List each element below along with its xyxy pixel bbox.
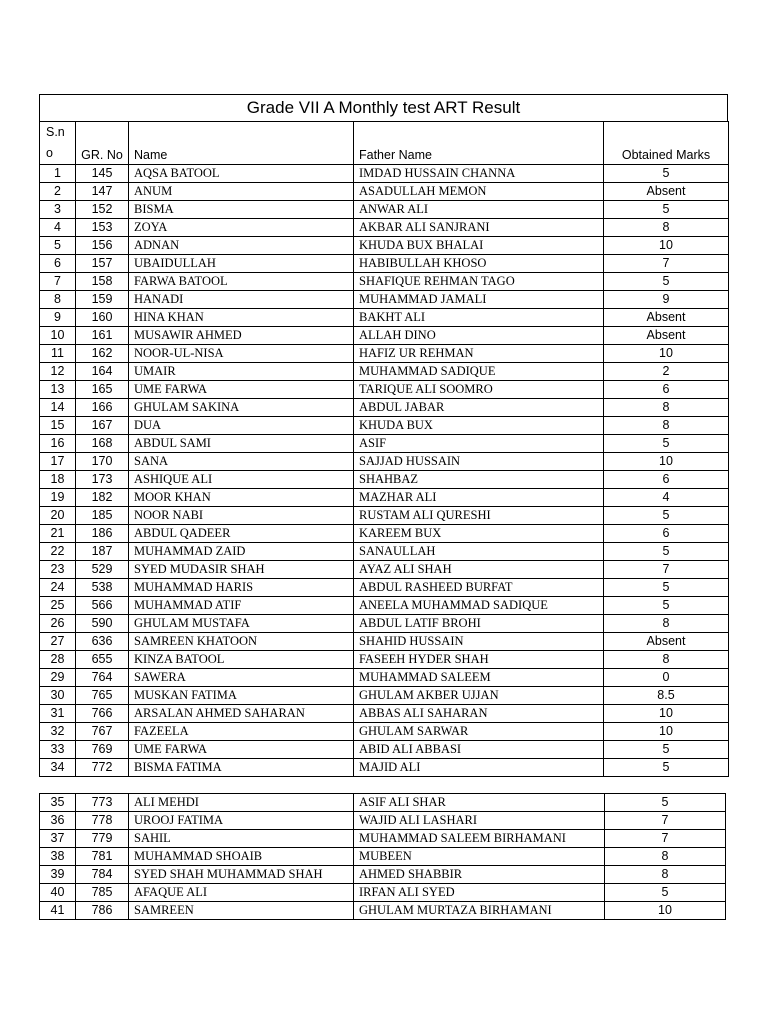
table-row (40, 525, 729, 543)
header-row (40, 122, 729, 165)
cell-obtained-marks: 8 (604, 651, 729, 669)
cell-father-name: ALLAH DINO (354, 327, 604, 345)
cell-sno: 12 (40, 363, 76, 381)
cell-gr-no: 182 (76, 489, 129, 507)
cell-father-name: ASIF ALI SHAR (354, 794, 605, 812)
table-row (40, 615, 729, 633)
cell-name: ADNAN (129, 237, 354, 255)
cell-gr-no: 168 (76, 435, 129, 453)
cell-name: UME FARWA (129, 741, 354, 759)
cell-name: AQSA BATOOL (129, 165, 354, 183)
cell-name: KINZA BATOOL (129, 651, 354, 669)
cell-obtained-marks: 10 (604, 723, 729, 741)
cell-father-name: MUHAMMAD SALEEM BIRHAMANI (354, 830, 605, 848)
cell-sno: 9 (40, 309, 76, 327)
cell-obtained-marks: 8 (604, 219, 729, 237)
table-row (40, 507, 729, 525)
cell-obtained-marks: Absent (604, 327, 729, 345)
cell-father-name: ABDUL JABAR (354, 399, 604, 417)
cell-name: ALI MEHDI (129, 794, 354, 812)
cell-sno: 13 (40, 381, 76, 399)
cell-obtained-marks: 10 (604, 705, 729, 723)
cell-obtained-marks: Absent (604, 183, 729, 201)
cell-name: UMAIR (129, 363, 354, 381)
header-sno: S.n o (40, 122, 76, 165)
cell-gr-no: 773 (76, 794, 129, 812)
cell-name: SANA (129, 453, 354, 471)
cell-father-name: FASEEH HYDER SHAH (354, 651, 604, 669)
cell-sno: 31 (40, 705, 76, 723)
cell-father-name: TARIQUE ALI SOOMRO (354, 381, 604, 399)
cell-name: FARWA BATOOL (129, 273, 354, 291)
cell-father-name: MUHAMMAD SADIQUE (354, 363, 604, 381)
cell-father-name: AYAZ ALI SHAH (354, 561, 604, 579)
cell-obtained-marks: 5 (604, 579, 729, 597)
cell-sno: 16 (40, 435, 76, 453)
cell-sno: 37 (40, 830, 76, 848)
cell-sno: 29 (40, 669, 76, 687)
cell-sno: 24 (40, 579, 76, 597)
cell-name: ABDUL SAMI (129, 435, 354, 453)
cell-gr-no: 636 (76, 633, 129, 651)
cell-father-name: HAFIZ UR REHMAN (354, 345, 604, 363)
cell-sno: 15 (40, 417, 76, 435)
cell-obtained-marks: 9 (604, 291, 729, 309)
table-row (40, 435, 729, 453)
table-row (40, 669, 729, 687)
cell-sno: 19 (40, 489, 76, 507)
cell-father-name: ANEELA MUHAMMAD SADIQUE (354, 597, 604, 615)
cell-father-name: WAJID ALI LASHARI (354, 812, 605, 830)
cell-obtained-marks: 10 (605, 902, 726, 920)
cell-obtained-marks: 5 (604, 741, 729, 759)
cell-name: SYED SHAH MUHAMMAD SHAH (129, 866, 354, 884)
cell-gr-no: 767 (76, 723, 129, 741)
cell-obtained-marks: 5 (605, 884, 726, 902)
cell-father-name: RUSTAM ALI QURESHI (354, 507, 604, 525)
cell-gr-no: 781 (76, 848, 129, 866)
cell-gr-no: 186 (76, 525, 129, 543)
cell-father-name: IRFAN ALI SYED (354, 884, 605, 902)
cell-father-name: SHAFIQUE REHMAN TAGO (354, 273, 604, 291)
cell-name: AFAQUE ALI (129, 884, 354, 902)
cell-gr-no: 157 (76, 255, 129, 273)
cell-father-name: SHAHBAZ (354, 471, 604, 489)
cell-name: MUHAMMAD ZAID (129, 543, 354, 561)
table-row (40, 848, 726, 866)
cell-name: MUHAMMAD ATIF (129, 597, 354, 615)
cell-name: SAWERA (129, 669, 354, 687)
table-row (40, 705, 729, 723)
cell-gr-no: 147 (76, 183, 129, 201)
table-row (40, 579, 729, 597)
cell-sno: 27 (40, 633, 76, 651)
cell-gr-no: 170 (76, 453, 129, 471)
cell-name: MUHAMMAD HARIS (129, 579, 354, 597)
cell-sno: 40 (40, 884, 76, 902)
cell-obtained-marks: 7 (605, 812, 726, 830)
cell-obtained-marks: 5 (604, 165, 729, 183)
cell-gr-no: 156 (76, 237, 129, 255)
cell-gr-no: 772 (76, 759, 129, 777)
table-row (40, 741, 729, 759)
cell-obtained-marks: 7 (604, 561, 729, 579)
table-row (40, 489, 729, 507)
cell-gr-no: 167 (76, 417, 129, 435)
cell-gr-no: 187 (76, 543, 129, 561)
table-row (40, 471, 729, 489)
table-row (40, 812, 726, 830)
table-row (40, 219, 729, 237)
cell-sno: 34 (40, 759, 76, 777)
cell-gr-no: 159 (76, 291, 129, 309)
table-row (40, 201, 729, 219)
cell-father-name: ABBAS ALI SAHARAN (354, 705, 604, 723)
table-row (40, 291, 729, 309)
cell-name: MUHAMMAD SHOAIB (129, 848, 354, 866)
table-row (40, 884, 726, 902)
cell-father-name: ABDUL RASHEED BURFAT (354, 579, 604, 597)
cell-gr-no: 529 (76, 561, 129, 579)
cell-name: MOOR KHAN (129, 489, 354, 507)
cell-name: UME FARWA (129, 381, 354, 399)
cell-father-name: MUBEEN (354, 848, 605, 866)
page-title: Grade VII A Monthly test ART Result (39, 94, 728, 122)
cell-name: UROOJ FATIMA (129, 812, 354, 830)
cell-gr-no: 153 (76, 219, 129, 237)
cell-name: GHULAM SAKINA (129, 399, 354, 417)
cell-obtained-marks: 8 (604, 615, 729, 633)
cell-name: MUSKAN FATIMA (129, 687, 354, 705)
cell-father-name: MAJID ALI (354, 759, 604, 777)
cell-gr-no: 185 (76, 507, 129, 525)
cell-name: SAHIL (129, 830, 354, 848)
table-row (40, 723, 729, 741)
cell-sno: 28 (40, 651, 76, 669)
cell-obtained-marks: 5 (604, 507, 729, 525)
cell-obtained-marks: 5 (604, 543, 729, 561)
cell-sno: 17 (40, 453, 76, 471)
cell-obtained-marks: 10 (604, 453, 729, 471)
cell-father-name: MAZHAR ALI (354, 489, 604, 507)
cell-gr-no: 162 (76, 345, 129, 363)
cell-obtained-marks: Absent (604, 309, 729, 327)
cell-name: FAZEELA (129, 723, 354, 741)
table-row (40, 309, 729, 327)
cell-father-name: ABID ALI ABBASI (354, 741, 604, 759)
cell-obtained-marks: 5 (604, 201, 729, 219)
table-row (40, 237, 729, 255)
cell-gr-no: 764 (76, 669, 129, 687)
cell-name: GHULAM MUSTAFA (129, 615, 354, 633)
cell-father-name: HABIBULLAH KHOSO (354, 255, 604, 273)
cell-obtained-marks: 5 (604, 273, 729, 291)
cell-father-name: KAREEM BUX (354, 525, 604, 543)
cell-sno: 18 (40, 471, 76, 489)
table-row (40, 794, 726, 812)
cell-obtained-marks: 2 (604, 363, 729, 381)
table-row (40, 759, 729, 777)
cell-sno: 8 (40, 291, 76, 309)
cell-sno: 20 (40, 507, 76, 525)
cell-gr-no: 778 (76, 812, 129, 830)
cell-name: SYED MUDASIR SHAH (129, 561, 354, 579)
cell-name: ASHIQUE ALI (129, 471, 354, 489)
cell-name: UBAIDULLAH (129, 255, 354, 273)
table-row (40, 345, 729, 363)
table-row (40, 902, 726, 920)
cell-gr-no: 766 (76, 705, 129, 723)
cell-name: MUSAWIR AHMED (129, 327, 354, 345)
table-row (40, 453, 729, 471)
table-row (40, 165, 729, 183)
cell-obtained-marks: 8 (604, 417, 729, 435)
cell-gr-no: 173 (76, 471, 129, 489)
cell-sno: 6 (40, 255, 76, 273)
cell-obtained-marks: 5 (604, 597, 729, 615)
cell-sno: 41 (40, 902, 76, 920)
cell-obtained-marks: Absent (604, 633, 729, 651)
header-obtained-marks: Obtained Marks (604, 122, 729, 165)
cell-sno: 22 (40, 543, 76, 561)
cell-name: BISMA (129, 201, 354, 219)
cell-name: NOOR NABI (129, 507, 354, 525)
cell-father-name: GHULAM SARWAR (354, 723, 604, 741)
cell-father-name: SHAHID HUSSAIN (354, 633, 604, 651)
table-row (40, 273, 729, 291)
cell-father-name: IMDAD HUSSAIN CHANNA (354, 165, 604, 183)
cell-sno: 32 (40, 723, 76, 741)
table-row (40, 183, 729, 201)
cell-name: HANADI (129, 291, 354, 309)
cell-obtained-marks: 7 (605, 830, 726, 848)
cell-gr-no: 779 (76, 830, 129, 848)
cell-gr-no: 784 (76, 866, 129, 884)
cell-sno: 38 (40, 848, 76, 866)
cell-father-name: MUHAMMAD SALEEM (354, 669, 604, 687)
cell-gr-no: 765 (76, 687, 129, 705)
cell-sno: 39 (40, 866, 76, 884)
cell-father-name: ASIF (354, 435, 604, 453)
cell-father-name: AHMED SHABBIR (354, 866, 605, 884)
cell-gr-no: 161 (76, 327, 129, 345)
cell-obtained-marks: 0 (604, 669, 729, 687)
results-table-continued (39, 793, 726, 920)
cell-sno: 3 (40, 201, 76, 219)
table-row (40, 399, 729, 417)
cell-sno: 30 (40, 687, 76, 705)
cell-obtained-marks: 8 (605, 848, 726, 866)
table-row (40, 255, 729, 273)
cell-sno: 23 (40, 561, 76, 579)
cell-gr-no: 158 (76, 273, 129, 291)
cell-father-name: KHUDA BUX (354, 417, 604, 435)
cell-name: ARSALAN AHMED SAHARAN (129, 705, 354, 723)
cell-gr-no: 165 (76, 381, 129, 399)
cell-father-name: MUHAMMAD JAMALI (354, 291, 604, 309)
table-row (40, 543, 729, 561)
cell-father-name: AKBAR ALI SANJRANI (354, 219, 604, 237)
cell-obtained-marks: 6 (604, 525, 729, 543)
cell-father-name: SANAULLAH (354, 543, 604, 561)
header-name: Name (129, 122, 354, 165)
cell-gr-no: 786 (76, 902, 129, 920)
table-row (40, 561, 729, 579)
cell-gr-no: 590 (76, 615, 129, 633)
cell-obtained-marks: 10 (604, 345, 729, 363)
cell-name: ABDUL QADEER (129, 525, 354, 543)
cell-gr-no: 164 (76, 363, 129, 381)
cell-sno: 1 (40, 165, 76, 183)
cell-name: HINA KHAN (129, 309, 354, 327)
cell-father-name: ASADULLAH MEMON (354, 183, 604, 201)
cell-obtained-marks: 4 (604, 489, 729, 507)
table-row (40, 633, 729, 651)
cell-sno: 14 (40, 399, 76, 417)
cell-sno: 4 (40, 219, 76, 237)
cell-father-name: SAJJAD HUSSAIN (354, 453, 604, 471)
cell-gr-no: 769 (76, 741, 129, 759)
table-row (40, 651, 729, 669)
cell-name: NOOR-UL-NISA (129, 345, 354, 363)
cell-obtained-marks: 6 (604, 381, 729, 399)
cell-obtained-marks: 7 (604, 255, 729, 273)
table-row (40, 597, 729, 615)
cell-sno: 35 (40, 794, 76, 812)
table-row (40, 381, 729, 399)
cell-father-name: ABDUL LATIF BROHI (354, 615, 604, 633)
cell-sno: 10 (40, 327, 76, 345)
cell-name: SAMREEN KHATOON (129, 633, 354, 651)
cell-gr-no: 145 (76, 165, 129, 183)
table-row (40, 363, 729, 381)
cell-gr-no: 785 (76, 884, 129, 902)
cell-gr-no: 655 (76, 651, 129, 669)
cell-obtained-marks: 8 (604, 399, 729, 417)
table-row (40, 327, 729, 345)
cell-sno: 11 (40, 345, 76, 363)
header-father-name: Father Name (354, 122, 604, 165)
table-row (40, 830, 726, 848)
cell-sno: 26 (40, 615, 76, 633)
table-row (40, 687, 729, 705)
cell-sno: 36 (40, 812, 76, 830)
cell-gr-no: 566 (76, 597, 129, 615)
cell-name: DUA (129, 417, 354, 435)
cell-obtained-marks: 5 (604, 759, 729, 777)
cell-father-name: GHULAM AKBER UJJAN (354, 687, 604, 705)
table-row (40, 417, 729, 435)
results-table (39, 121, 729, 777)
cell-father-name: BAKHT ALI (354, 309, 604, 327)
cell-name: BISMA FATIMA (129, 759, 354, 777)
cell-gr-no: 152 (76, 201, 129, 219)
cell-father-name: KHUDA BUX BHALAI (354, 237, 604, 255)
cell-obtained-marks: 6 (604, 471, 729, 489)
cell-name: SAMREEN (129, 902, 354, 920)
cell-name: ANUM (129, 183, 354, 201)
cell-gr-no: 166 (76, 399, 129, 417)
cell-sno: 21 (40, 525, 76, 543)
cell-sno: 25 (40, 597, 76, 615)
cell-obtained-marks: 8.5 (604, 687, 729, 705)
cell-gr-no: 538 (76, 579, 129, 597)
cell-sno: 5 (40, 237, 76, 255)
table-row (40, 866, 726, 884)
header-gr-no: GR. No (76, 122, 129, 165)
cell-sno: 2 (40, 183, 76, 201)
cell-father-name: GHULAM MURTAZA BIRHAMANI (354, 902, 605, 920)
cell-gr-no: 160 (76, 309, 129, 327)
cell-obtained-marks: 10 (604, 237, 729, 255)
cell-father-name: ANWAR ALI (354, 201, 604, 219)
cell-obtained-marks: 5 (604, 435, 729, 453)
cell-name: ZOYA (129, 219, 354, 237)
cell-obtained-marks: 5 (605, 794, 726, 812)
cell-sno: 7 (40, 273, 76, 291)
cell-sno: 33 (40, 741, 76, 759)
cell-obtained-marks: 8 (605, 866, 726, 884)
